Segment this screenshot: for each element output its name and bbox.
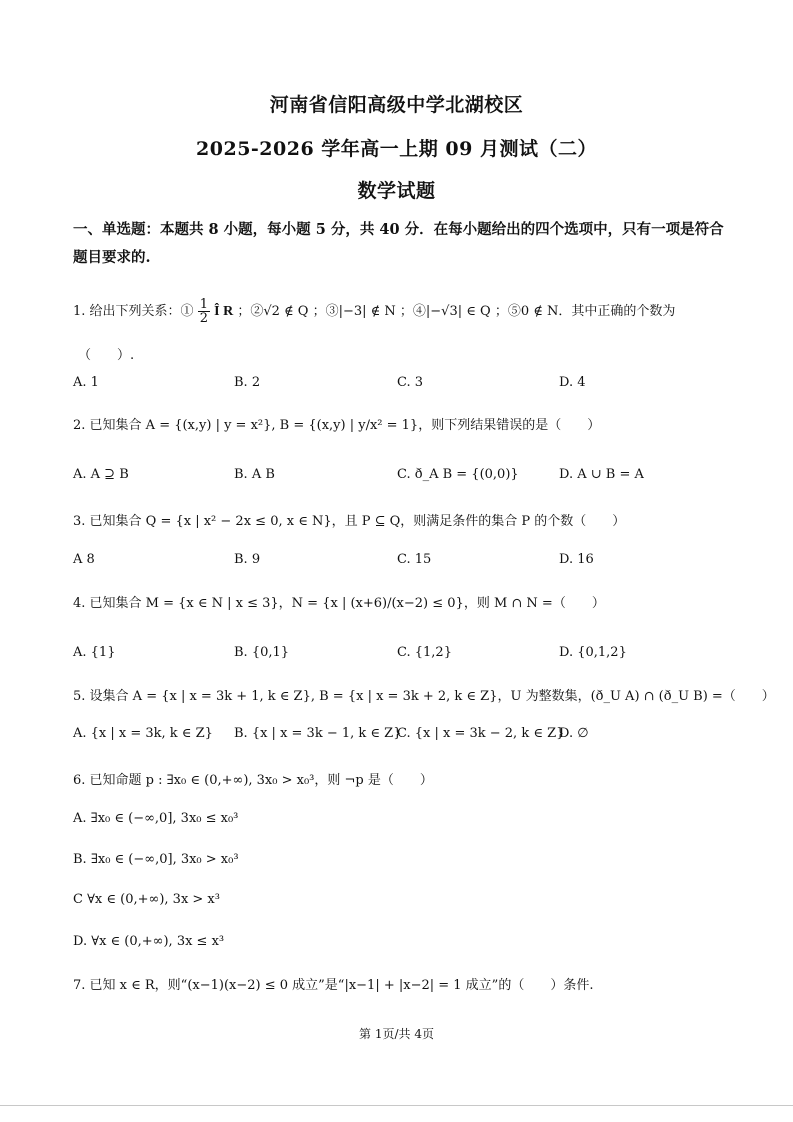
q5-option-a[interactable]: A. {x | x = 3k, k ∈ Z} [73, 726, 213, 741]
school-title: 河南省信阳高级中学北湖校区 [269, 94, 524, 116]
q6-option-b[interactable]: B. ∃x₀ ∈ (−∞,0], 3x₀ > x₀³ [73, 852, 239, 867]
q6-option-c[interactable]: C ∀x ∈ (0,+∞), 3x > x³ [73, 892, 220, 907]
q1-option-d[interactable]: D. 4 [559, 375, 586, 390]
q2-option-a[interactable]: A. A ⊇ B [73, 467, 129, 482]
q2-option-d[interactable]: D. A ∪ B = A [559, 467, 644, 482]
question-1 [73, 298, 753, 325]
page-number: 第 1页/共 4页 [359, 1027, 434, 1041]
q1-option-b[interactable]: B. 2 [234, 375, 261, 390]
q1-options [73, 375, 753, 395]
q5-options [73, 726, 753, 746]
q3-option-d[interactable]: D. 16 [559, 552, 594, 567]
question-4: 4. 已知集合 M = {x ∈ N | x ≤ 3}，N = {x | (x+6)/(x−2) ≤ 0}，则 M ∩ N =（ ） [73, 596, 605, 611]
q1-relation-3: ；③|−3| ∉ N [312, 304, 396, 319]
question-7: 7. 已知 x ∈ R，则“(x−1)(x−2) ≤ 0 成立”是“|x−1| + |x−2| = 1 成立”的（ ）条件. [73, 978, 594, 993]
q2-option-c[interactable]: C. ð_A B = {(0,0)} [397, 467, 519, 482]
q6-option-a[interactable]: A. ∃x₀ ∈ (−∞,0], 3x₀ ≤ x₀³ [73, 811, 239, 826]
q1-option-c[interactable]: C. 3 [397, 375, 424, 390]
question-6: 6. 已知命题 p : ∃x₀ ∈ (0,+∞), 3x₀ > x₀³，则 ¬p 是（ ） [73, 773, 433, 788]
q1-relation-5: ；⑤0 ∉ N．其中正确的个数为 [494, 304, 676, 319]
page-bottom-divider [0, 1105, 793, 1106]
q4-option-c[interactable]: C. {1,2} [397, 645, 452, 660]
q4-option-b[interactable]: B. {0,1} [234, 645, 290, 660]
q2-options [73, 467, 753, 487]
q2-option-b[interactable]: B. A B [234, 467, 275, 482]
q5-option-d[interactable]: D. ∅ [559, 726, 589, 741]
q3-option-a[interactable]: A 8 [73, 552, 95, 567]
section-heading: 一、单选题：本题共 8 小题，每小题 5 分，共 40 分．在每小题给出的四个选项中，只有一项是符合题目要求的. [73, 221, 724, 266]
q1-lead: 1. 给出下列关系：① [73, 304, 194, 319]
question-3: 3. 已知集合 Q = {x | x² − 2x ≤ 0, x ∈ N}，且 P ⊆ Q，则满足条件的集合 P 的个数（ ） [73, 514, 626, 529]
q4-option-d[interactable]: D. {0,1,2} [559, 645, 627, 660]
q1-relation-2: ；②√2 ∉ Q [237, 304, 309, 319]
q3-option-b[interactable]: B. 9 [234, 552, 261, 567]
q3-option-c[interactable]: C. 15 [397, 552, 432, 567]
question-2: 2. 已知集合 A = {(x,y) | y = x²}, B = {(x,y) | y/x² = 1}，则下列结果错误的是（ ） [73, 418, 601, 433]
q3-options [73, 552, 753, 572]
q1-answer-blank: （ ）. [78, 348, 135, 363]
q5-option-c[interactable]: C. {x | x = 3k − 2, k ∈ Z} [397, 726, 565, 741]
exam-title: 2025-2026 学年高一上期 09 月测试（二） [196, 138, 597, 160]
q4-option-a[interactable]: A. {1} [73, 645, 116, 660]
fraction-one-half: $\frac{1}{2}$ [199, 297, 208, 326]
q4-options [73, 645, 753, 665]
q1-option-a[interactable]: A. 1 [73, 375, 99, 390]
q1-relation-4: ；④|−√3| ∈ Q [399, 304, 491, 319]
q5-option-b[interactable]: B. {x | x = 3k − 1, k ∈ Z} [234, 726, 402, 741]
question-5: 5. 设集合 A = {x | x = 3k + 1, k ∈ Z}, B = {x | x = 3k + 2, k ∈ Z}，U 为整数集，(ð_U A) ∩ (ð_U B) =（ ） [73, 689, 775, 704]
q6-option-d[interactable]: D. ∀x ∈ (0,+∞), 3x ≤ x³ [73, 934, 225, 949]
q1-relation-1: Î R [214, 304, 234, 319]
subject-title: 数学试题 [357, 180, 436, 202]
